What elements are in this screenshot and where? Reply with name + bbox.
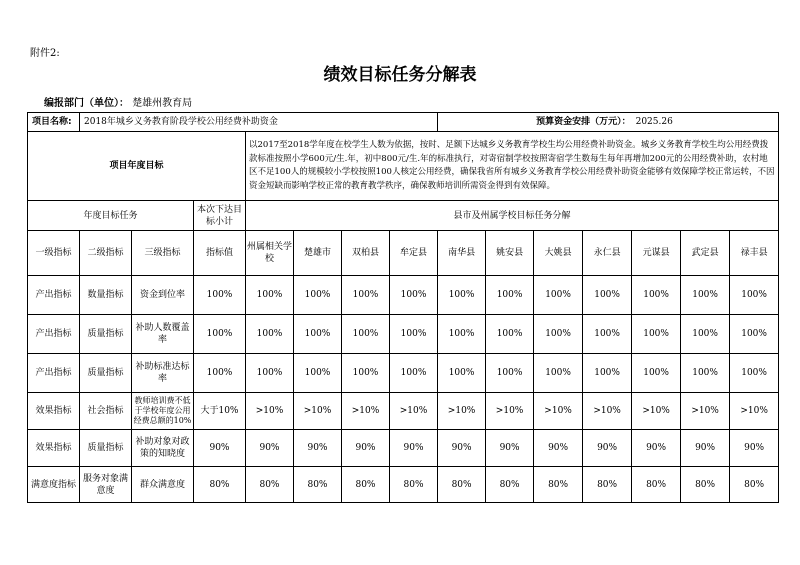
department-line	[44, 94, 192, 109]
region-value-cell: 90%	[438, 430, 486, 467]
region-value-cell: 90%	[534, 430, 583, 467]
level2-cell: 质量指标	[80, 354, 132, 393]
region-value-cell: 100%	[438, 315, 486, 354]
level1-cell: 效果指标	[28, 393, 80, 430]
region-value-cell: 80%	[438, 467, 486, 503]
region-value-cell: >10%	[730, 393, 779, 430]
region-value-cell: >10%	[342, 393, 390, 430]
department-label: 编报部门（单位）：	[44, 98, 129, 109]
indicator-row	[28, 467, 779, 503]
project-name-value: 2018年城乡义务教育阶段学校公用经费补助资金	[80, 113, 438, 132]
level3-cell: 补助标准达标率	[132, 354, 194, 393]
region-header: 姚安县	[486, 231, 534, 276]
annual-goal-label: 项目年度目标	[28, 132, 246, 201]
budget-label: 预算资金安排（万元）：	[438, 113, 632, 132]
project-name-label: 项目名称:	[28, 113, 80, 132]
level2-cell: 数量指标	[80, 276, 132, 315]
region-value-cell: 90%	[294, 430, 342, 467]
region-value-cell: 100%	[681, 315, 730, 354]
indicator-row	[28, 276, 779, 315]
level2-cell: 服务对象满意度	[80, 467, 132, 503]
budget-value: 2025.26	[632, 113, 779, 132]
target-value-cell: 80%	[194, 467, 246, 503]
region-value-cell: 100%	[390, 276, 438, 315]
region-value-cell: 100%	[438, 276, 486, 315]
subtotal-header: 本次下达目标小计	[194, 201, 246, 231]
region-header: 禄丰县	[730, 231, 779, 276]
level1-cell: 效果指标	[28, 430, 80, 467]
region-value-cell: 90%	[342, 430, 390, 467]
region-value-cell: 90%	[632, 430, 681, 467]
region-value-cell: 100%	[342, 276, 390, 315]
level2-cell: 社会指标	[80, 393, 132, 430]
level1-header: 一级指标	[28, 231, 80, 276]
target-value-header: 指标值	[194, 231, 246, 276]
region-value-cell: 100%	[294, 315, 342, 354]
region-value-cell: 80%	[534, 467, 583, 503]
header-row-2	[28, 231, 779, 276]
region-value-cell: 100%	[534, 276, 583, 315]
target-value-cell: 100%	[194, 354, 246, 393]
breakdown-header: 县市及州属学校目标任务分解	[246, 201, 779, 231]
target-value-cell: 90%	[194, 430, 246, 467]
level1-cell: 产出指标	[28, 315, 80, 354]
region-value-cell: >10%	[534, 393, 583, 430]
region-value-cell: 100%	[486, 276, 534, 315]
header-row-1	[28, 201, 779, 231]
region-value-cell: 80%	[342, 467, 390, 503]
region-value-cell: >10%	[632, 393, 681, 430]
page-title: 绩效目标任务分解表	[323, 65, 477, 85]
region-value-cell: 100%	[246, 354, 294, 393]
level3-header: 三级指标	[132, 231, 194, 276]
region-value-cell: 80%	[632, 467, 681, 503]
region-value-cell: 100%	[583, 315, 632, 354]
annual-goal-text: 以2017至2018学年度在校学生人数为依据，按时、足额下达城乡义务教育学校生均公用经费补助资金。城乡义务教育学校生均公用经费拨款标准按照小学600元/生.年，初中800元/生.年的标准执行，对寄宿制学校按照寄宿学生数每生每年再增加200元的公用经费补助，农村地区不足100人的规模较小学校按照100人核定公用经费，确保我省所有城乡义务教育学校公用经费补助资金能够有效保障学校正常运转，不因资金短缺而影响学校正常的教育教学秩序，确保教师培训所需资金得到有效保障。	[246, 132, 779, 201]
region-header: 州属相关学校	[246, 231, 294, 276]
level3-cell: 资金到位率	[132, 276, 194, 315]
region-value-cell: 90%	[730, 430, 779, 467]
region-value-cell: >10%	[438, 393, 486, 430]
region-value-cell: 100%	[246, 315, 294, 354]
level3-cell: 群众满意度	[132, 467, 194, 503]
region-value-cell: 100%	[438, 354, 486, 393]
region-header: 双柏县	[342, 231, 390, 276]
region-value-cell: 100%	[390, 354, 438, 393]
region-value-cell: 90%	[246, 430, 294, 467]
region-value-cell: 100%	[681, 276, 730, 315]
level2-cell: 质量指标	[80, 430, 132, 467]
annual-task-header: 年度目标任务	[28, 201, 194, 231]
region-value-cell: 100%	[534, 315, 583, 354]
level1-cell: 满意度指标	[28, 467, 80, 503]
region-header: 大姚县	[534, 231, 583, 276]
annual-goal-row	[28, 132, 779, 201]
level1-cell: 产出指标	[28, 276, 80, 315]
level2-header: 二级指标	[80, 231, 132, 276]
region-value-cell: 100%	[534, 354, 583, 393]
region-value-cell: 90%	[681, 430, 730, 467]
level3-cell: 教师培训费不低于学校年度公用经费总额的10%	[132, 393, 194, 430]
region-value-cell: 80%	[681, 467, 730, 503]
region-value-cell: 100%	[632, 354, 681, 393]
region-value-cell: 80%	[486, 467, 534, 503]
region-value-cell: >10%	[246, 393, 294, 430]
region-value-cell: 80%	[583, 467, 632, 503]
target-value-cell: 100%	[194, 315, 246, 354]
region-value-cell: 100%	[583, 354, 632, 393]
level1-cell: 产出指标	[28, 354, 80, 393]
region-header: 南华县	[438, 231, 486, 276]
region-value-cell: 100%	[583, 276, 632, 315]
attachment-label: 附件2:	[30, 48, 60, 59]
indicator-row	[28, 430, 779, 467]
region-value-cell: >10%	[294, 393, 342, 430]
region-value-cell: 80%	[246, 467, 294, 503]
level3-cell: 补助人数覆盖率	[132, 315, 194, 354]
region-header: 永仁县	[583, 231, 632, 276]
region-value-cell: 100%	[730, 276, 779, 315]
region-value-cell: 90%	[486, 430, 534, 467]
region-value-cell: 100%	[342, 315, 390, 354]
region-value-cell: 100%	[681, 354, 730, 393]
department-value: 楚雄州教育局	[132, 98, 193, 109]
region-value-cell: 100%	[246, 276, 294, 315]
region-value-cell: 100%	[730, 315, 779, 354]
region-value-cell: 100%	[390, 315, 438, 354]
region-value-cell: >10%	[390, 393, 438, 430]
target-value-cell: 100%	[194, 276, 246, 315]
indicator-row	[28, 354, 779, 393]
region-value-cell: 100%	[486, 354, 534, 393]
region-value-cell: 80%	[294, 467, 342, 503]
region-value-cell: 80%	[730, 467, 779, 503]
task-breakdown-table	[27, 112, 779, 503]
indicator-row	[28, 315, 779, 354]
region-value-cell: 100%	[632, 315, 681, 354]
project-name-row	[28, 113, 779, 132]
region-value-cell: 100%	[486, 315, 534, 354]
region-value-cell: 90%	[390, 430, 438, 467]
region-value-cell: 100%	[730, 354, 779, 393]
region-value-cell: 100%	[632, 276, 681, 315]
region-value-cell: 90%	[583, 430, 632, 467]
level2-cell: 质量指标	[80, 315, 132, 354]
region-value-cell: >10%	[486, 393, 534, 430]
level3-cell: 补助对象对政策的知晓度	[132, 430, 194, 467]
region-value-cell: >10%	[583, 393, 632, 430]
indicator-row	[28, 393, 779, 430]
region-value-cell: 80%	[390, 467, 438, 503]
region-value-cell: 100%	[294, 354, 342, 393]
region-header: 武定县	[681, 231, 730, 276]
region-value-cell: >10%	[681, 393, 730, 430]
region-value-cell: 100%	[342, 354, 390, 393]
region-header: 楚雄市	[294, 231, 342, 276]
region-value-cell: 100%	[294, 276, 342, 315]
region-header: 元谋县	[632, 231, 681, 276]
region-header: 牟定县	[390, 231, 438, 276]
target-value-cell: 大于10%	[194, 393, 246, 430]
